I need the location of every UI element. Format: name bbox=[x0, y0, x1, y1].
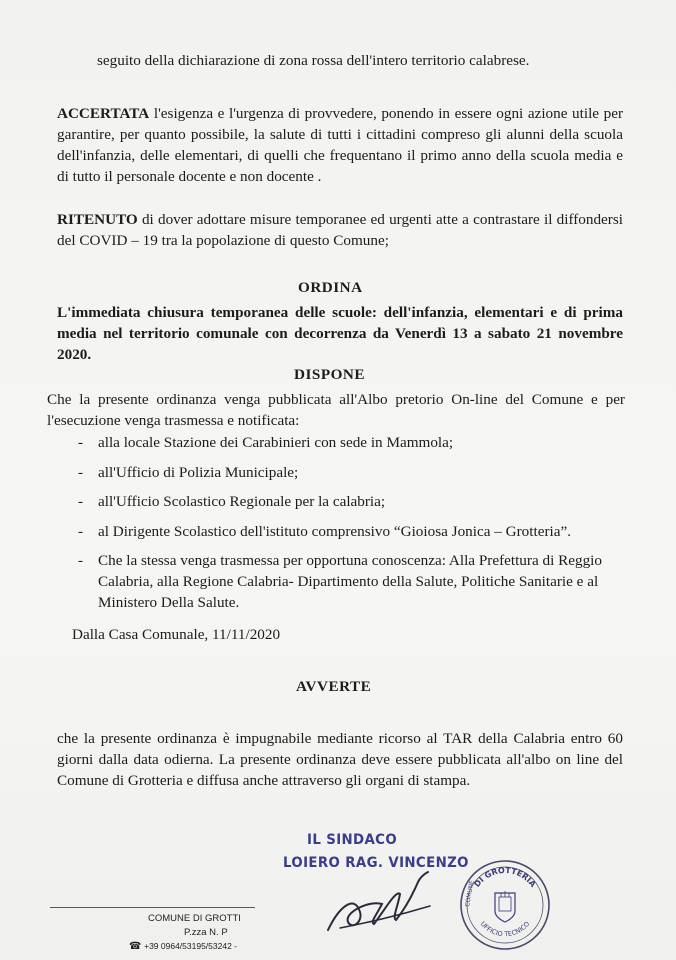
avverte-text: che la presente ordinanza è impugnabile mediante ricorso al TAR della Calabria entro 60 giorni dalla data odierna. La presente ordinanza deve essere pubblicata all'albo on line del Comune di Grotteria e diffusa anche attraverso gli organi di stampa. bbox=[57, 730, 623, 789]
list-item: - al Dirigente Scolastico dell'istituto comprensivo “Gioiosa Jonica – Grotteria”. bbox=[78, 522, 572, 540]
svg-text:COMUNE: COMUNE bbox=[464, 879, 476, 908]
ritenuto-paragraph bbox=[57, 209, 623, 251]
footer-phone-row bbox=[129, 941, 237, 952]
list-item: - alla locale Stazione dei Carabinieri con sede in Mammola; bbox=[78, 434, 454, 451]
accertata-paragraph bbox=[57, 103, 623, 187]
handwritten-signature bbox=[300, 860, 460, 940]
mayor-name-stamp: LOIERO RAG. VINCENZO bbox=[283, 855, 469, 871]
svg-text:UFFICIO TECNICO: UFFICIO TECNICO bbox=[478, 919, 532, 939]
place-date: Dalla Casa Comunale, 11/11/2020 bbox=[72, 626, 281, 643]
ordina-heading: ORDINA bbox=[298, 279, 363, 296]
footer-address: P.zza N. P bbox=[184, 927, 228, 938]
dispone-heading: DISPONE bbox=[294, 366, 366, 383]
ordina-text: L'immediata chiusura temporanea delle scuole: dell'infanzia, elementari e di prima media nel territorio comunale con decorrenza da Venerdì 13 a sabato 21 novembre 2020. bbox=[57, 304, 623, 363]
mayor-title-stamp: IL SINDACO bbox=[307, 832, 398, 848]
municipal-seal-icon bbox=[455, 855, 555, 955]
accertata-lead: ACCERTATA bbox=[57, 105, 150, 122]
ritenuto-lead: RITENUTO bbox=[57, 211, 138, 228]
dispone-intro: Che la presente ordinanza venga pubblicata all'Albo pretorio On-line del Comune e per l'esecuzione venga trasmessa e notificata: bbox=[47, 391, 625, 429]
list-item: - all'Ufficio Scolastico Regionale per la calabria; bbox=[78, 493, 386, 510]
footer-phone: +39 0964/53195/53242 - bbox=[144, 941, 237, 951]
notification-list bbox=[78, 432, 623, 622]
phone-icon: ☎ bbox=[129, 941, 142, 952]
ritenuto-text: di dover adottare misure temporanee ed urgenti atte a contrastare il diffondersi del COVID – 19 tra la popolazione di questo Comune; bbox=[57, 211, 623, 249]
avverte-heading: AVVERTE bbox=[296, 678, 372, 695]
svg-text:DI GROTTERIA: DI GROTTERIA bbox=[472, 865, 538, 889]
footer-comune: COMUNE DI GROTTI bbox=[148, 913, 241, 924]
list-item: - Che la stessa venga trasmessa per opportuna conoscenza: Alla Prefettura di Reggio Calabria, alla Regione Calabria- Dipartimento della Salute, Politiche Sanitarie e al Ministero Della Salute. bbox=[78, 552, 602, 611]
accertata-text: l'esigenza e l'urgenza di provvedere, ponendo in essere ogni azione utile per garantire, per quanto possibile, la salute di tutti i cittadini compreso gli alunni della scuola dell'infanzia, delle elementari, di quelli che frequentano il primo anno della scuola media e di tutto il personale docente e non docente . bbox=[57, 105, 623, 185]
footer-divider bbox=[50, 907, 255, 908]
list-item: - all'Ufficio di Polizia Municipale; bbox=[78, 463, 299, 481]
intro-paragraph: seguito della dichiarazione di zona rossa dell'intero territorio calabrese. bbox=[97, 52, 530, 69]
